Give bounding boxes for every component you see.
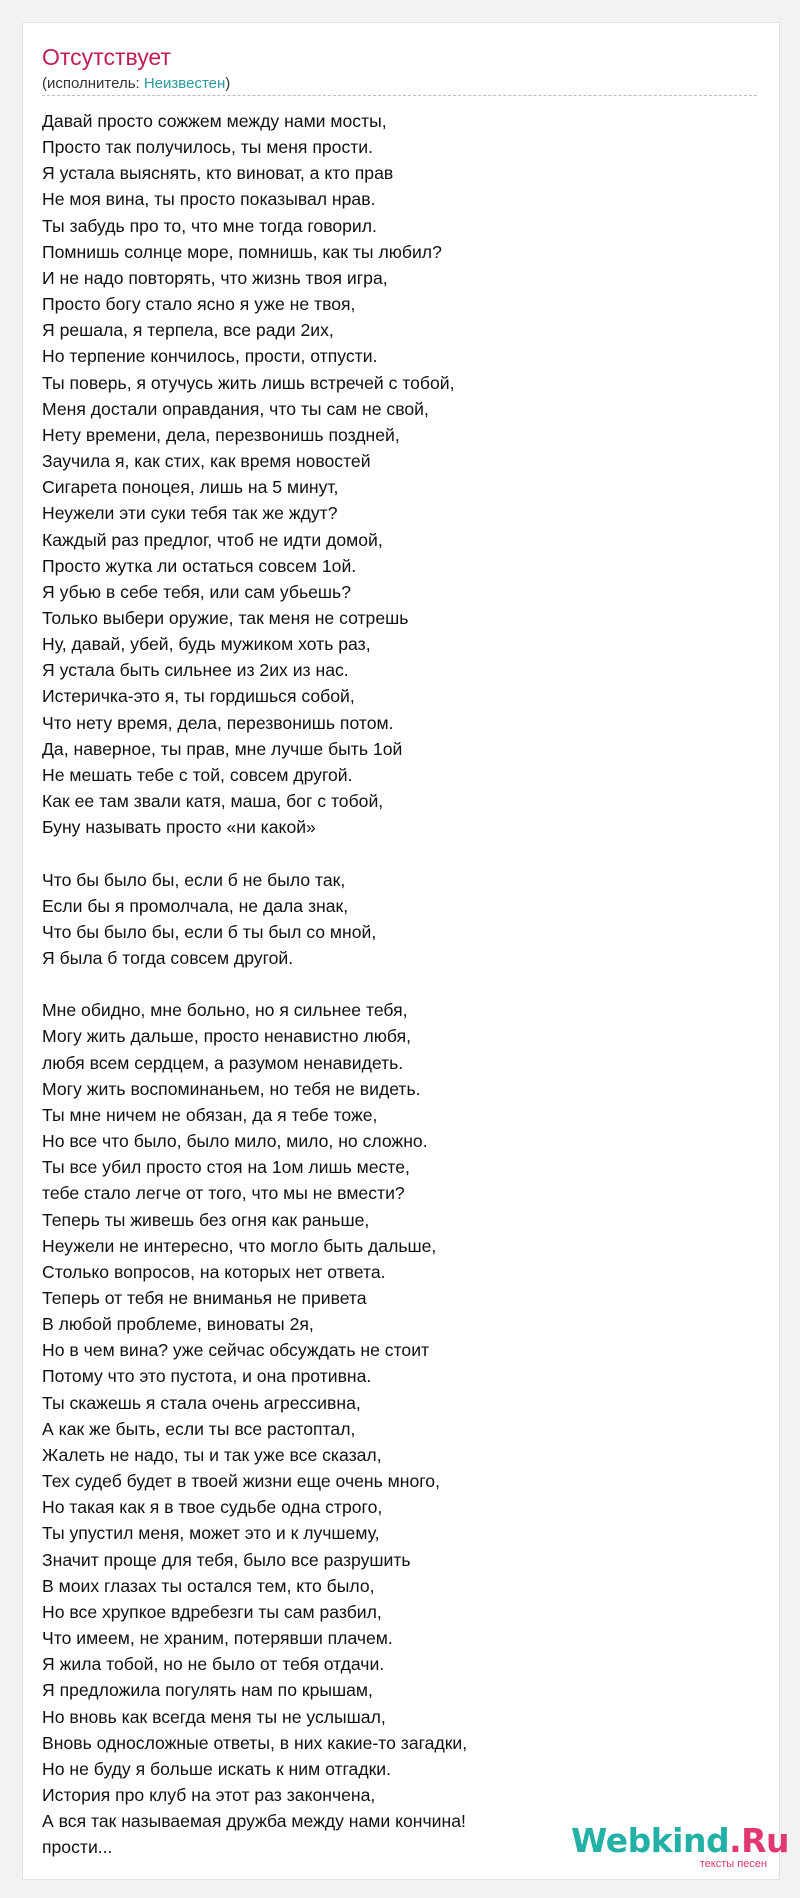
lyric-line: Потому что это пустота, и она противна. bbox=[42, 1366, 372, 1387]
site-logo[interactable] bbox=[571, 1821, 790, 1871]
lyric-line: Просто так получилось, ты меня прости. bbox=[42, 137, 374, 158]
lyric-line: Могу жить воспоминаньем, но тебя не видеть. bbox=[42, 1078, 421, 1099]
lyric-line: Что нету время, дела, перезвонишь потом. bbox=[42, 712, 394, 733]
lyric-line: Я решала, я терпела, все ради 2их, bbox=[42, 320, 334, 341]
lyric-line: Нету времени, дела, перезвонишь поздней, bbox=[42, 424, 400, 445]
lyric-line: Что бы было бы, если б не было так, bbox=[42, 869, 346, 890]
lyric-line: Неужели эти суки тебя так же ждут? bbox=[42, 503, 338, 524]
header-divider bbox=[42, 95, 757, 96]
lyric-line: В любой проблеме, виноваты 2я, bbox=[42, 1314, 314, 1335]
lyric-line: Но такая как я в твое судьбе одна строго, bbox=[42, 1497, 383, 1518]
lyric-line: Ты мне ничем не обязан, да я тебе тоже, bbox=[42, 1104, 378, 1125]
logo-tld: .Ru bbox=[729, 1821, 790, 1860]
lyric-line: История про клуб на этот раз закончена, bbox=[42, 1784, 376, 1805]
logo-main-text: Webkind bbox=[571, 1821, 730, 1860]
lyric-line: Но все хрупкое вдребезги ты сам разбил, bbox=[42, 1601, 382, 1622]
lyric-line: Я жила тобой, но не было от тебя отдачи. bbox=[42, 1654, 385, 1675]
lyrics-card bbox=[22, 22, 790, 1880]
lyric-line: Что бы было бы, если б ты был со мной, bbox=[42, 921, 377, 942]
lyric-line: Только выбери оружие, так меня не сотрешь bbox=[42, 607, 409, 628]
lyric-line: любя всем сердцем, а разумом ненавидеть. bbox=[42, 1052, 404, 1073]
lyric-line: Значит проще для тебя, было все разрушить bbox=[42, 1549, 411, 1570]
lyric-line: Что имеем, не храним, потерявши плачем. bbox=[42, 1628, 393, 1649]
lyric-line: Я убью в себе тебя, или сам убьешь? bbox=[42, 581, 351, 602]
lyric-line: Но терпение кончилось, прости, отпусти. bbox=[42, 346, 378, 367]
artist-link[interactable]: Неизвестен bbox=[143, 75, 226, 92]
lyric-line: Ты упустил меня, может это и к лучшему, bbox=[42, 1523, 380, 1544]
lyrics-stanza bbox=[42, 867, 757, 972]
lyric-line: В моих глазах ты остался тем, кто было, bbox=[42, 1575, 375, 1596]
lyric-line: Каждый раз предлог, чтоб не идти домой, bbox=[42, 529, 383, 550]
lyric-line: Но все что было, было мило, мило, но сложно. bbox=[42, 1131, 428, 1152]
lyric-line: Буну называть просто «ни какой» bbox=[42, 817, 316, 838]
lyric-line: Истеричка-это я, ты гордишься собой, bbox=[42, 686, 355, 707]
lyric-line: Ты все убил просто стоя на 1ом лишь месте, bbox=[42, 1157, 410, 1178]
lyric-line: Меня достали оправдания, что ты сам не свой, bbox=[42, 398, 429, 419]
lyric-line: А как же быть, если ты все растоптал, bbox=[42, 1418, 356, 1439]
lyric-line: Просто богу стало ясно я уже не твоя, bbox=[42, 294, 356, 315]
lyric-line: Но вновь как всегда меня ты не услышал, bbox=[42, 1706, 386, 1727]
lyric-line: Заучила я, как стих, как время новостей bbox=[42, 451, 371, 472]
lyric-line: И не надо повторять, что жизнь твоя игра, bbox=[42, 267, 388, 288]
lyric-line: Я предложила погулять нам по крышам, bbox=[42, 1680, 373, 1701]
lyric-line: Мне обидно, мне больно, но я сильнее тебя, bbox=[42, 1000, 408, 1021]
lyric-line: Как ее там звали катя, маша, бог с тобой, bbox=[42, 791, 384, 812]
lyric-line: Помнишь солнце море, помнишь, как ты любил? bbox=[42, 241, 442, 262]
artist-prefix: (исполнитель: bbox=[42, 75, 144, 92]
lyric-line: Ты поверь, я отучусь жить лишь встречей с тобой, bbox=[42, 372, 455, 393]
lyric-line: Давай просто сожжем между нами мосты, bbox=[42, 111, 387, 131]
logo-wordmark bbox=[571, 1821, 790, 1860]
lyric-line: Неужели не интересно, что могло быть дальше, bbox=[42, 1235, 437, 1256]
lyric-line: Да, наверное, ты прав, мне лучше быть 1ой bbox=[42, 738, 403, 759]
artist-suffix: ) bbox=[225, 75, 231, 92]
lyric-line: А вся так называемая дружба между нами кончина! bbox=[42, 1811, 466, 1832]
lyric-line: Тех судеб будет в твоей жизни еще очень много, bbox=[42, 1471, 440, 1492]
lyric-line: Ты скажешь я стала очень агрессивна, bbox=[42, 1392, 361, 1413]
lyric-line: тебе стало легче от того, что мы не вмести? bbox=[42, 1183, 405, 1204]
lyric-line: Если бы я промолчала, не дала знак, bbox=[42, 895, 349, 916]
lyric-line: прости... bbox=[42, 1837, 113, 1858]
lyric-line: Вновь односложные ответы, в них какие-то загадки, bbox=[42, 1732, 468, 1753]
lyric-line: Я была б тогда совсем другой. bbox=[42, 947, 294, 968]
lyric-line: Столько вопросов, на которых нет ответа. bbox=[42, 1261, 386, 1282]
lyric-line: Могу жить дальше, просто ненавистно любя, bbox=[42, 1026, 412, 1047]
lyric-line: Ты забудь про то, что мне тогда говорил. bbox=[42, 215, 377, 236]
lyric-line: Я устала выяснять, кто виноват, а кто прав bbox=[42, 163, 394, 184]
song-header bbox=[42, 43, 757, 96]
lyric-line: Просто жутка ли остаться совсем 1ой. bbox=[42, 555, 357, 576]
artist-line bbox=[42, 75, 757, 93]
song-title: Отсутствует bbox=[42, 44, 171, 70]
lyric-line: Теперь от тебя не вниманья не привета bbox=[42, 1288, 367, 1308]
lyrics-stanza bbox=[42, 997, 757, 1860]
lyric-line: Но не буду я больше искать к ним отгадки. bbox=[42, 1758, 392, 1779]
lyrics-text bbox=[42, 108, 757, 1887]
lyric-line: Не моя вина, ты просто показывал нрав. bbox=[42, 189, 376, 210]
lyric-line: Сигарета поноцея, лишь на 5 минут, bbox=[42, 477, 339, 498]
lyric-line: Ну, давай, убей, будь мужиком хоть раз, bbox=[42, 634, 371, 655]
logo-subtitle: тексты песен bbox=[699, 1858, 767, 1870]
lyric-line: Не мешать тебе с той, совсем другой. bbox=[42, 764, 353, 785]
lyric-line: Я устала быть сильнее из 2их из нас. bbox=[42, 660, 349, 681]
lyric-line: Теперь ты живешь без огня как раньше, bbox=[42, 1209, 370, 1230]
lyric-line: Но в чем вина? уже сейчас обсуждать не стоит bbox=[42, 1340, 430, 1361]
lyric-line: Жалеть не надо, ты и так уже все сказал, bbox=[42, 1444, 382, 1465]
lyrics-stanza bbox=[42, 108, 757, 840]
